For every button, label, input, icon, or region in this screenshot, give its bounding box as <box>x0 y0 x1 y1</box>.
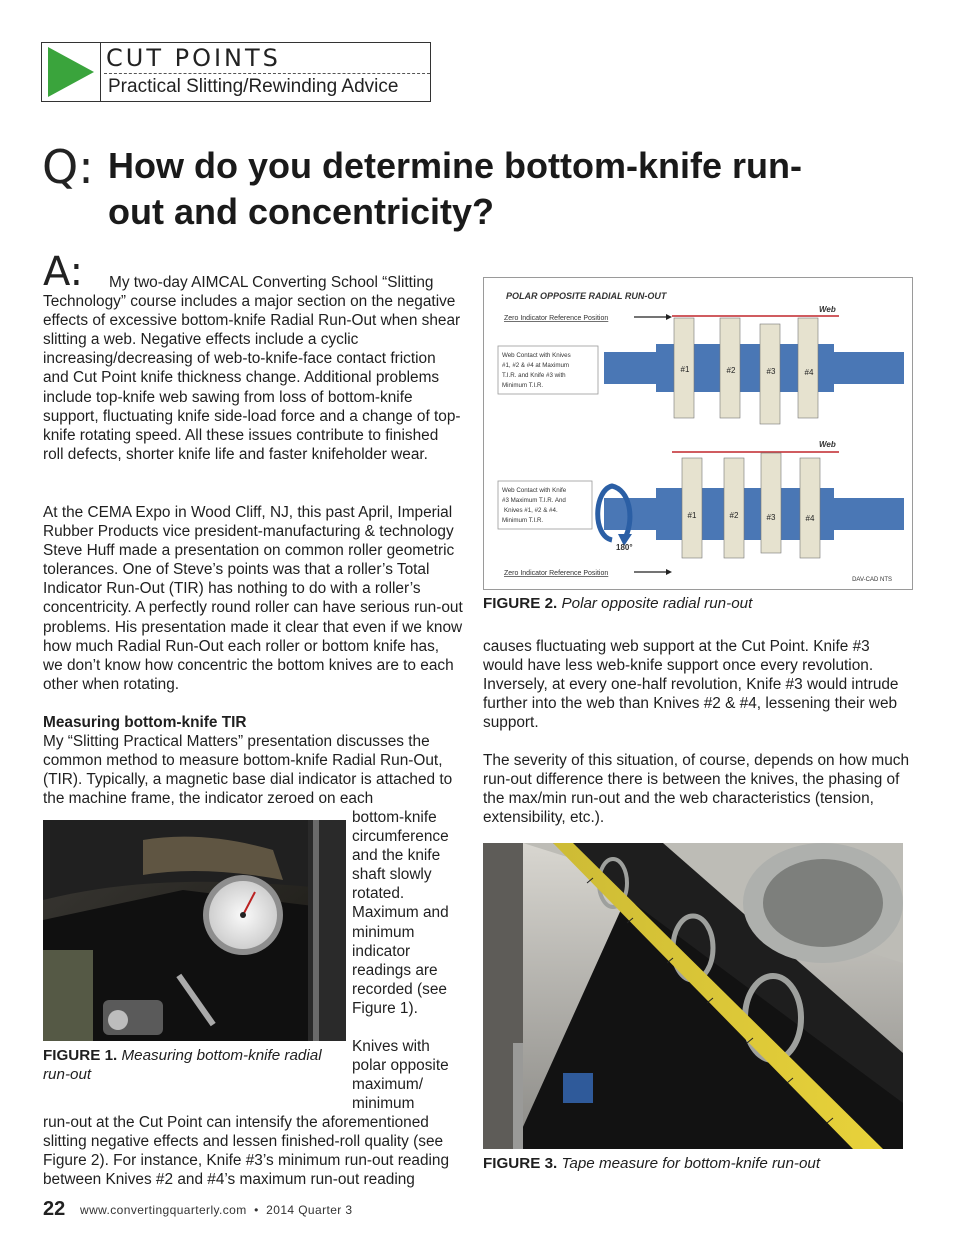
web-label-top: Web <box>819 305 836 314</box>
answer-paragraph-1: My two-day AIMCAL Converting School “Slitting Technology” course includes a major section on the negative effects of excessive bottom-knife Radial Run-Out when shear slitting a web. Negative effects include a cyclic increasing/decreasing of web-to-knife-face contact friction and Cut Point knife thickness change. Additional problems include top-knife web sawing from loss of bottom-knife support, fluctuating knife side-load force and a change of top-knife rotating speed. All these issues contribute to finished roll defects, shorter knife life and faster knifeholder wear. <box>43 274 461 463</box>
col2-paragraph-2: The severity of this situation, of course, depends on how much run-out difference there is between the knives, the phasing of the max/min run-out and the web characteristics (tension, extensibility, etc.). <box>483 752 910 827</box>
knife-label-bottom-2: #2 <box>729 511 739 520</box>
knife-label-top-2: #2 <box>726 366 736 375</box>
figure-1-label: FIGURE 1. <box>43 1047 118 1064</box>
answer-paragraph-2: At the CEMA Expo in Wood Cliff, NJ, this past April, Imperial Rubber Products vice president-manufacturing & technology Steve Huff made a presentation on common roller geometric tolerances. One of Steve’s points was that a roller’s Total Indicator Run-Out (TIR) has nothing to do with a roller’s concentricity. A perfectly round roller can have serious run-out problems. His presentation made it clear that even if we know how much Radial Run-Out each roller or bottom knife has, we don’t know how concentric the bottom knives are to each other when rotating. <box>43 504 463 693</box>
figure-3-caption-text: Tape measure for bottom-knife run-out <box>561 1155 821 1172</box>
diagram-title: POLAR OPPOSITE RADIAL RUN-OUT <box>506 291 667 301</box>
figure-3-label: FIGURE 3. <box>483 1155 558 1172</box>
knife-label-bottom-4: #4 <box>805 514 815 523</box>
knife-bottom-3 <box>761 453 781 553</box>
subheading: Measuring bottom-knife TIR <box>43 714 247 731</box>
play-arrow-icon <box>42 43 100 101</box>
note-bottom: Web Contact with Knife #3 Maximum T.I.R. And Knives #1, #2 & #4. Minimum T.I.R. <box>502 487 567 524</box>
question-marker: Q: <box>42 140 94 194</box>
figure-1-caption-text: Measuring bottom-knife radial run-out <box>43 1047 322 1083</box>
footer-text: www.convertingquarterly.com • 2014 Quarter 3 <box>80 1203 353 1217</box>
knife-bottom-1 <box>682 458 702 558</box>
web-label-bottom: Web <box>819 440 836 449</box>
ref-label-bottom: Zero Indicator Reference Position <box>504 570 609 577</box>
ref-arrowhead-bottom <box>666 569 672 575</box>
answer-paragraph-3-wrap: bottom-knife circumference and the knife shaft slowly rotated. Maximum and minimum indicator readings are recorded (see Figure 1). <box>352 809 449 1017</box>
col2-paragraph-1: causes fluctuating web support at the Cut Point. Knife #3 would have less web-knife support once every revolution. Inversely, at every one-half revolution, Knife #3 would intrude further into the web than Knives #2 & #4, lessening their web support. <box>483 638 899 732</box>
section-badge <box>41 42 431 102</box>
knife-label-bottom-3: #3 <box>766 513 776 522</box>
rotation-label: 180° <box>616 543 633 552</box>
figure-2-label: FIGURE 2. <box>483 595 558 612</box>
answer-paragraph-4-wrap: Knives with polar opposite maximum/ minimum <box>352 1038 449 1113</box>
figure-2-caption-text: Polar opposite radial run-out <box>561 595 753 612</box>
figure-2-caption <box>483 594 913 613</box>
knife-bottom-2 <box>724 458 744 558</box>
badge-arrow-box <box>42 43 101 101</box>
section-subtitle: Practical Slitting/Rewinding Advice <box>108 76 399 97</box>
figure-2-diagram <box>483 277 913 590</box>
badge-divider <box>104 73 430 74</box>
knife-bottom-4 <box>800 458 820 558</box>
note-top: Web Contact with Knives #1, #2 & #4 at Maximum T.I.R. and Knife #3 with Minimum T.I.R. <box>502 352 571 389</box>
knife-label-top-4: #4 <box>804 368 814 377</box>
knife-label-bottom-1: #1 <box>687 511 697 520</box>
ref-label-top: Zero Indicator Reference Position <box>504 315 609 322</box>
answer-marker: A: <box>43 249 84 295</box>
answer-paragraph-4: run-out at the Cut Point can intensify the aforementioned slitting negative effects and lessen finished-roll quality (see Figure 2). For instance, Knife #3’s minimum run-out reading between Knives #2 and #4’s maximum run-out reading <box>43 1114 450 1189</box>
figure-3-photo <box>483 843 903 1149</box>
knife-label-top-1: #1 <box>680 365 690 374</box>
figure-3-caption <box>483 1154 913 1173</box>
page-title: How do you determine bottom-knife run-out and concentricity? <box>108 145 802 232</box>
ref-arrowhead-top <box>666 314 672 320</box>
figure-1-photo <box>43 820 346 1041</box>
figure-1-caption <box>43 1046 343 1084</box>
knife-label-top-3: #3 <box>766 367 776 376</box>
section-name: CUT POINTS <box>106 44 281 72</box>
diagram-credit: DAV-CAD NTS <box>852 577 892 583</box>
answer-paragraph-3: My “Slitting Practical Matters” presentation discusses the common method to measure bottom-knife Radial Run-Out, (TIR). Typically, a magnetic base dial indicator is attached to the machine frame, the indicator zeroed on each <box>43 733 453 808</box>
page-number: 22 <box>43 1198 66 1220</box>
